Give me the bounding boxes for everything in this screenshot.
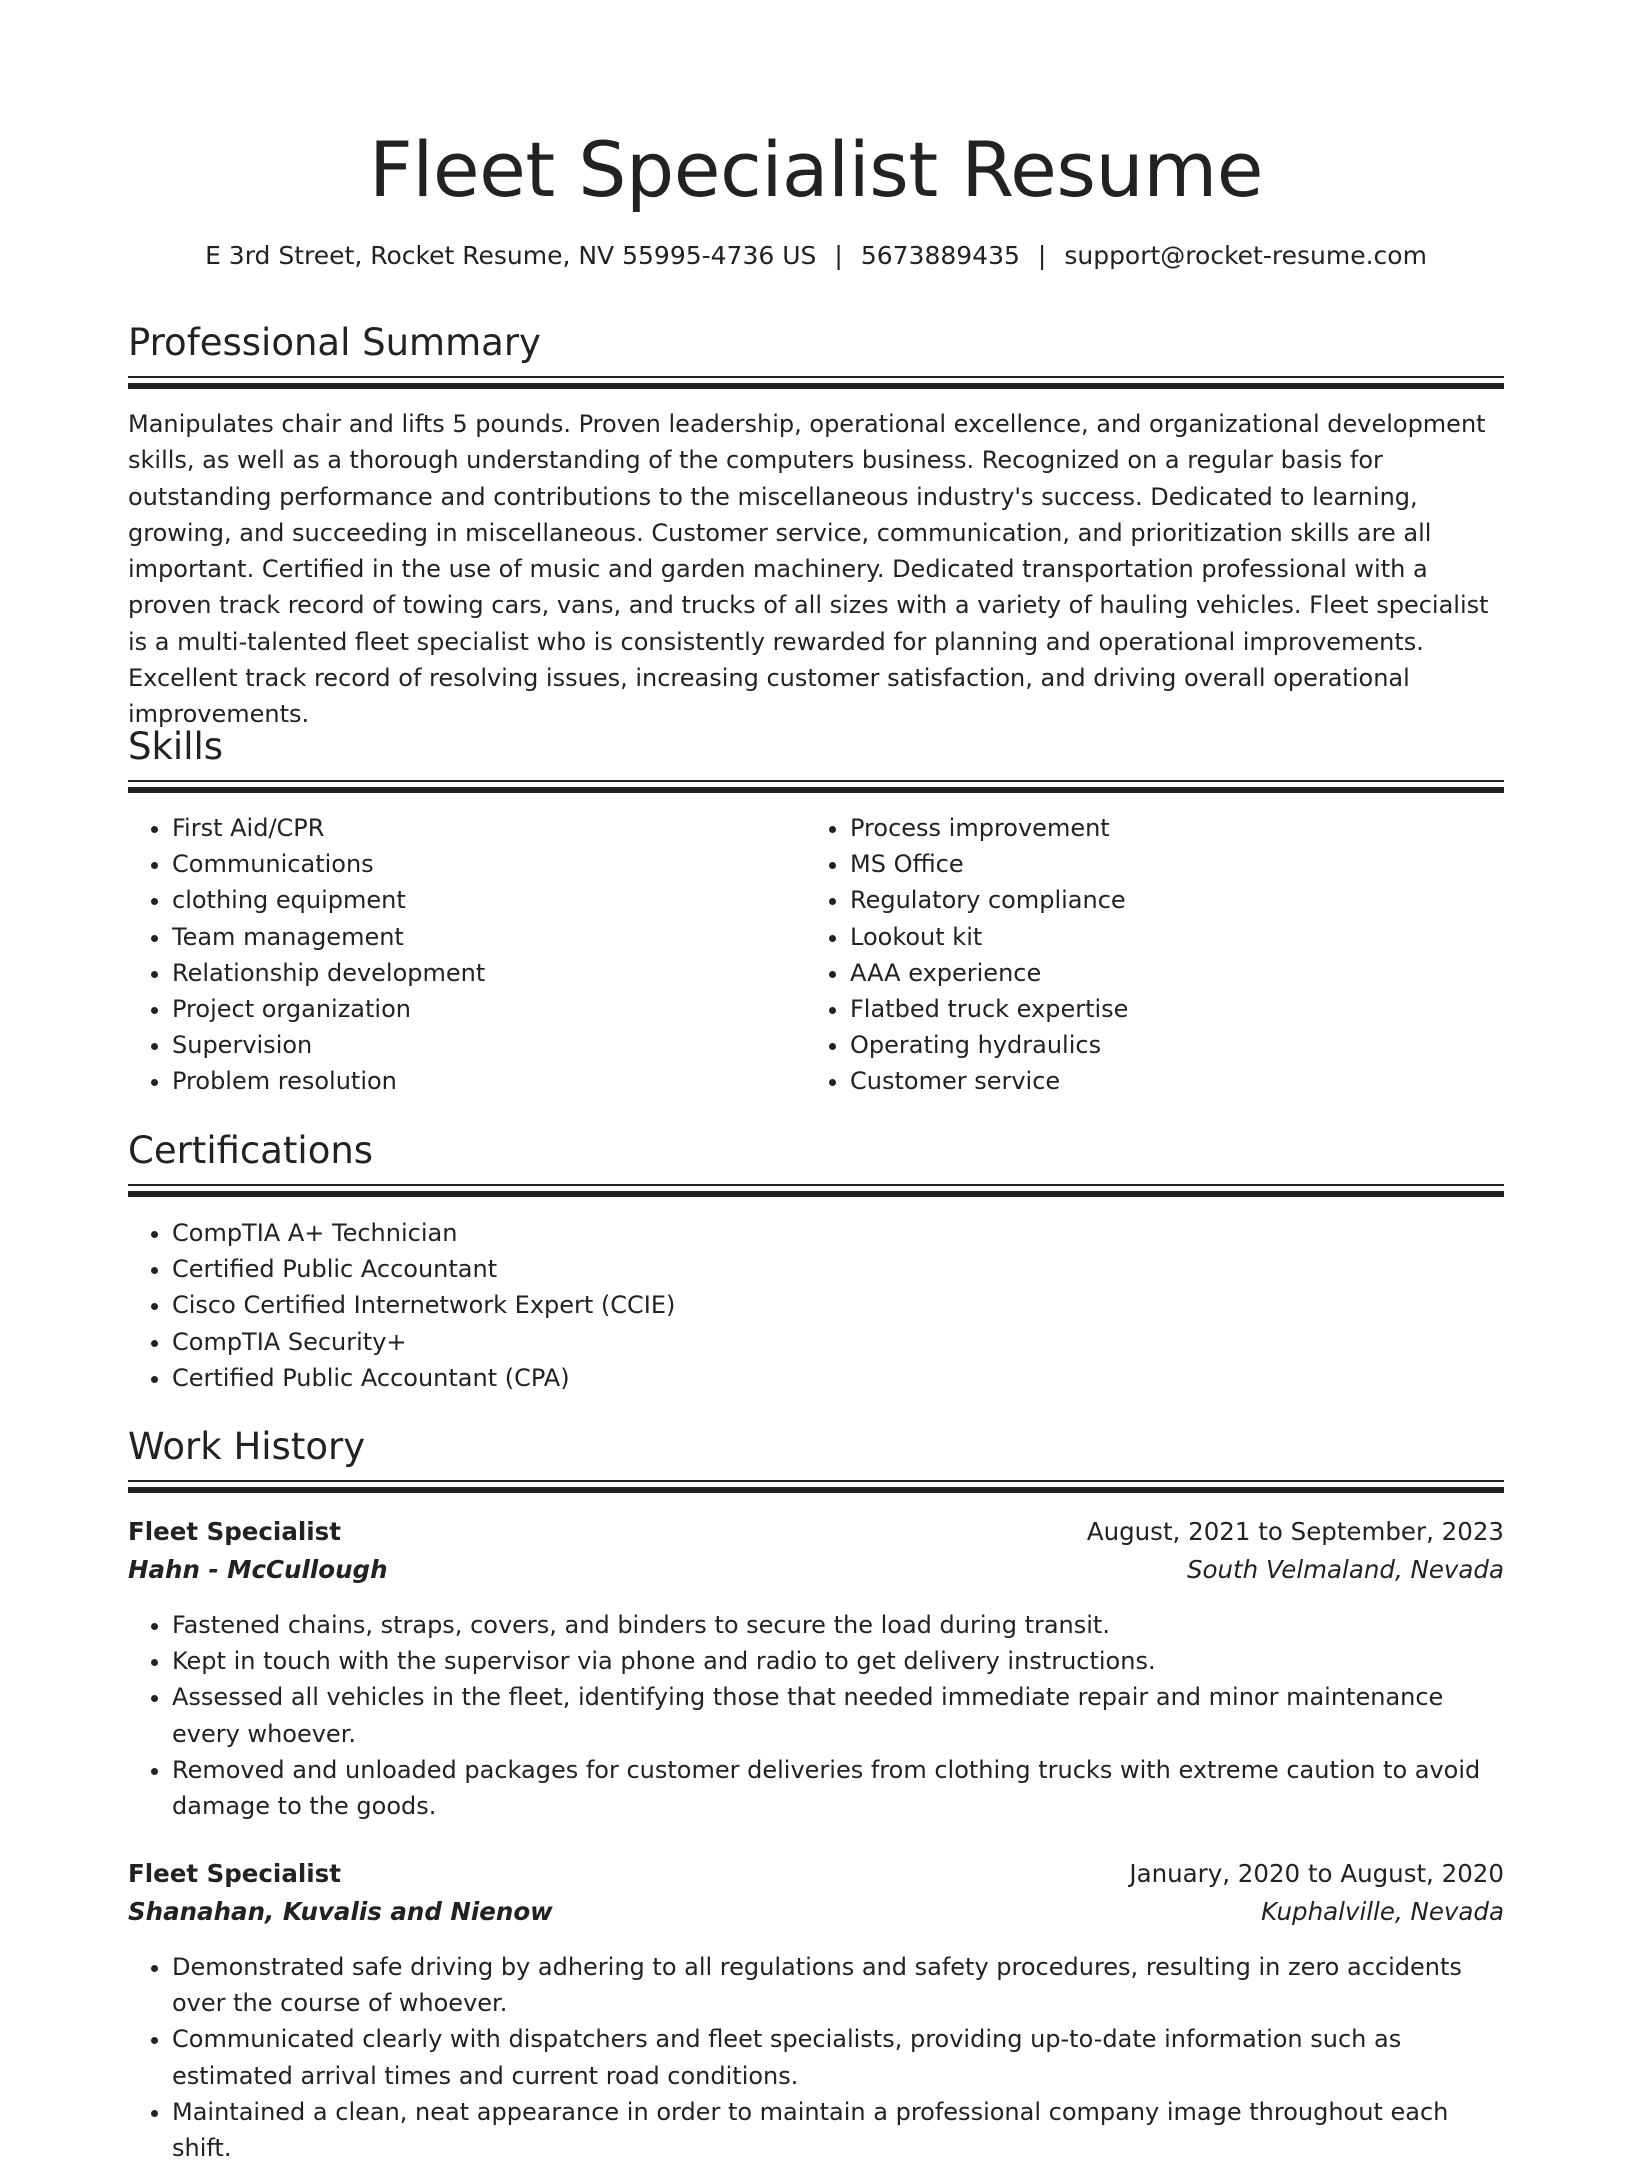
job-dates: January, 2020 to August, 2020 [1129, 1859, 1504, 1888]
job-company: Hahn - McCullough [128, 1555, 388, 1584]
list-item: • Problem resolution [172, 1063, 788, 1099]
contact-separator: | [834, 241, 843, 270]
list-item: • First Aid/CPR [172, 810, 788, 846]
job-location: Kuphalville, Nevada [1261, 1897, 1504, 1926]
list-item: • Flatbed truck expertise [850, 991, 1466, 1027]
list-item: • Removed and unloaded packages for customer deliveries from clothing trucks with extreme caution to avoid damage to the goods. [172, 1752, 1504, 1824]
contact-address: E 3rd Street, Rocket Resume, NV 55995-4736 US [205, 241, 817, 270]
certifications-list-wrap [128, 1215, 1504, 1396]
contact-phone: 5673889435 [860, 241, 1020, 270]
list-item: • Certified Public Accountant (CPA) [172, 1360, 1504, 1396]
list-item: • MS Office [850, 846, 1466, 882]
job-bullets [128, 1949, 1504, 2166]
contact-line [128, 236, 1504, 276]
job-title-row [128, 1855, 1504, 1893]
section-divider [128, 1184, 1504, 1186]
summary-heading: Professional Summary [128, 321, 541, 364]
section-divider [128, 1480, 1504, 1482]
list-item: • Process improvement [850, 810, 1466, 846]
job-bullet-list [128, 1607, 1504, 1824]
job-dates: August, 2021 to September, 2023 [1086, 1517, 1504, 1546]
skills-list-right [806, 810, 1466, 1100]
job-header [128, 1855, 1504, 1931]
contact-email[interactable]: support@rocket-resume.com [1064, 241, 1427, 270]
list-item: • Certified Public Accountant [172, 1251, 1504, 1287]
certifications-section [128, 1126, 1504, 1197]
list-item: • Maintained a clean, neat appearance in order to maintain a professional company image throughout each shift. [172, 2094, 1504, 2166]
list-item: • Demonstrated safe driving by adhering to all regulations and safety procedures, resulting in zero accidents over the course of whoever. [172, 1949, 1504, 2021]
page-title: Fleet Specialist Resume [368, 125, 1263, 214]
work-heading: Work History [128, 1425, 366, 1468]
list-item: • Assessed all vehicles in the fleet, identifying those that needed immediate repair and minor maintenance every whoever. [172, 1679, 1504, 1751]
skills-column-right [806, 810, 1466, 1100]
section-divider-thick [128, 383, 1504, 389]
job-bullets [128, 1607, 1504, 1824]
section-divider [128, 376, 1504, 378]
contact-separator: | [1037, 241, 1047, 270]
certifications-heading: Certifications [128, 1129, 374, 1172]
list-item: • Regulatory compliance [850, 882, 1466, 918]
job-title-row [128, 1513, 1504, 1551]
list-item: • Project organization [172, 991, 788, 1027]
list-item: • CompTIA A+ Technician [172, 1215, 1504, 1251]
skills-section [128, 722, 1504, 793]
skills-column-left [128, 810, 788, 1100]
summary-text: Manipulates chair and lifts 5 pounds. Proven leadership, operational excellence, and organizational development skills, as well as a thorough understanding of the computers business. Recognized on a regular basis for outstanding performance and contributions to the miscellaneous industry's success. Dedicated to learning, growing, and succeeding in miscellaneous. Customer service, communication, and prioritization skills are all important. Certified in the use of music and garden machinery. Dedicated transportation professional with a proven track record of towing cars, vans, and trucks of all sizes with a variety of hauling vehicles. Fleet specialist is a multi-talented fleet specialist who is consistently rewarded for planning and operational improvements. Excellent track record of resolving issues, increasing customer satisfaction, and driving overall operational improvements. [128, 410, 1489, 729]
list-item: • CompTIA Security+ [172, 1324, 1504, 1360]
list-item: • clothing equipment [172, 882, 788, 918]
section-divider-thick [128, 787, 1504, 793]
list-item: • Communicated clearly with dispatchers and fleet specialists, providing up-to-date information such as estimated arrival times and current road conditions. [172, 2021, 1504, 2093]
list-item: • Customer service [850, 1063, 1466, 1099]
section-divider [128, 780, 1504, 782]
list-item: • Lookout kit [850, 919, 1466, 955]
skills-heading: Skills [128, 725, 224, 768]
summary-section [128, 318, 1504, 389]
list-item: • Kept in touch with the supervisor via phone and radio to get delivery instructions. [172, 1643, 1504, 1679]
list-item: • Communications [172, 846, 788, 882]
certifications-list [128, 1215, 1504, 1396]
skills-list-left [128, 810, 788, 1100]
list-item: • Cisco Certified Internetwork Expert (CCIE) [172, 1287, 1504, 1323]
list-item: • AAA experience [850, 955, 1466, 991]
job-header [128, 1513, 1504, 1589]
list-item: • Supervision [172, 1027, 788, 1063]
section-divider-thick [128, 1191, 1504, 1197]
job-title: Fleet Specialist [128, 1517, 341, 1546]
job-company-row [128, 1893, 1504, 1931]
work-section [128, 1422, 1504, 1493]
list-item: • Operating hydraulics [850, 1027, 1466, 1063]
list-item: • Team management [172, 919, 788, 955]
job-location: South Velmaland, Nevada [1186, 1555, 1504, 1584]
section-divider-thick [128, 1487, 1504, 1493]
job-bullet-list [128, 1949, 1504, 2166]
list-item: • Relationship development [172, 955, 788, 991]
job-company-row [128, 1551, 1504, 1589]
list-item: • Fastened chains, straps, covers, and binders to secure the load during transit. [172, 1607, 1504, 1643]
job-company: Shanahan, Kuvalis and Nienow [128, 1897, 553, 1926]
job-title: Fleet Specialist [128, 1859, 341, 1888]
